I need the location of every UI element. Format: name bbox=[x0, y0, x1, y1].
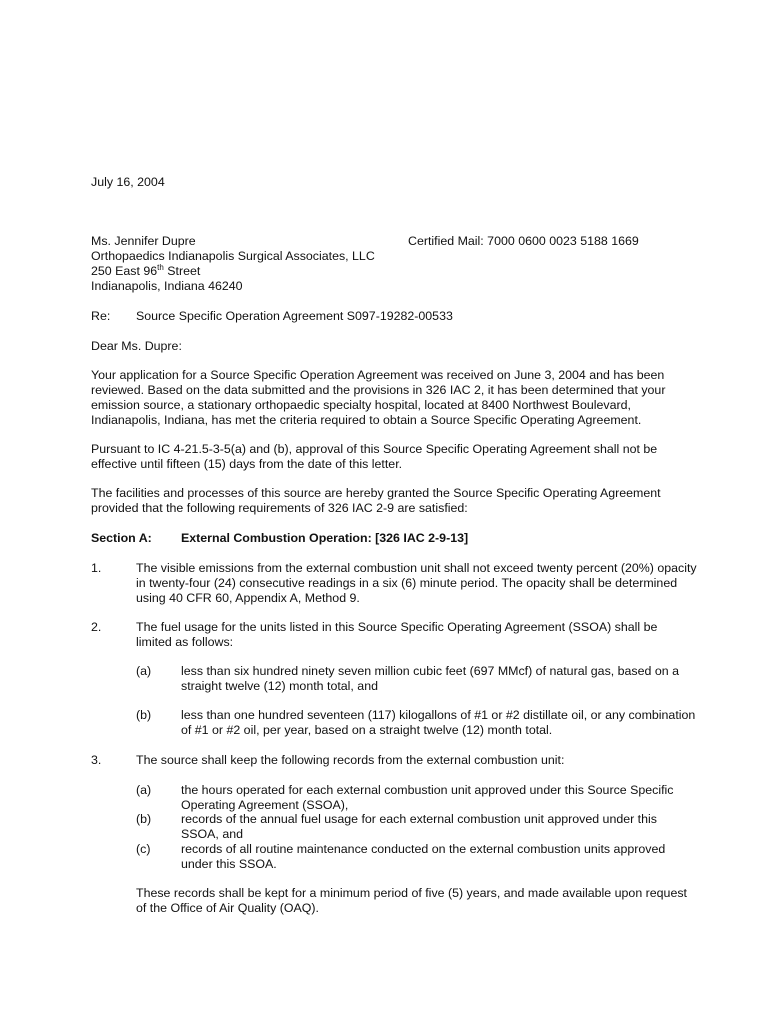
recipient-name: Ms. Jennifer Dupre bbox=[91, 234, 196, 248]
salutation: Dear Ms. Dupre: bbox=[91, 339, 182, 353]
paragraph-line: emission source, a stationary orthopaedic specialty hospital, located at 8400 Northwest Boulevard, bbox=[91, 398, 631, 412]
subitem-line: straight twelve (12) month total, and bbox=[181, 679, 378, 693]
paragraph-line: The facilities and processes of this source are hereby granted the Source Specific Operating Agreement bbox=[91, 486, 661, 500]
subitem-line: less than six hundred ninety seven million cubic feet (697 MMcf) of natural gas, based on a bbox=[181, 664, 679, 678]
subitem-label: (b) bbox=[136, 812, 152, 826]
item-line: limited as follows: bbox=[136, 635, 234, 649]
street-suffix: Street bbox=[163, 264, 201, 278]
item-line: The fuel usage for the units listed in this Source Specific Operating Agreement (SSOA) shall be bbox=[136, 620, 658, 634]
item-1-text bbox=[136, 561, 697, 606]
item-line: These records shall be kept for a minimum period of five (5) years, and made available upon request bbox=[136, 886, 687, 900]
item-number: 2. bbox=[91, 620, 102, 634]
subitem-line: under this SSOA. bbox=[181, 857, 277, 871]
subitem-label: (c) bbox=[136, 842, 151, 856]
paragraph-line: provided that the following requirements of 326 IAC 2-9 are satisfied: bbox=[91, 501, 468, 515]
paragraph-line: effective until fifteen (15) days from the date of this letter. bbox=[91, 457, 403, 471]
subitem-line: less than one hundred seventeen (117) kilogallons of #1 or #2 distillate oil, or any combination bbox=[181, 708, 696, 722]
subitem-line: Operating Agreement (SSOA), bbox=[181, 798, 349, 812]
item-2b-text bbox=[181, 708, 695, 738]
re-text: Source Specific Operation Agreement S097-19282-00533 bbox=[136, 309, 453, 323]
item-line: The visible emissions from the external combustion unit shall not exceed twenty percent (20%) opacity bbox=[136, 561, 697, 575]
paragraph-line: Your application for a Source Specific Operation Agreement was received on June 3, 2004 and has been bbox=[91, 368, 665, 382]
subitem-line: the hours operated for each external combustion unit approved under this Source Specific bbox=[181, 783, 674, 797]
paragraph-line: Pursuant to IC 4-21.5-3-5(a) and (b), approval of this Source Specific Operating Agreement shall not be bbox=[91, 442, 658, 456]
paragraph-3 bbox=[91, 486, 661, 516]
item-number: 3. bbox=[91, 753, 102, 767]
recipient-company: Orthopaedics Indianapolis Surgical Associates, LLC bbox=[91, 249, 375, 263]
subitem-label: (b) bbox=[136, 708, 152, 722]
subitem-line: SSOA, and bbox=[181, 827, 243, 841]
item-line: using 40 CFR 60, Appendix A, Method 9. bbox=[136, 591, 360, 605]
subitem-line: records of all routine maintenance conducted on the external combustion units approved bbox=[181, 842, 666, 856]
subitem-line: records of the annual fuel usage for each external combustion unit approved under this bbox=[181, 812, 657, 826]
section-title: External Combustion Operation: [326 IAC 2-9-13] bbox=[181, 531, 469, 545]
subitem-label: (a) bbox=[136, 664, 152, 678]
subitem-line: of #1 or #2 oil, per year, based on a straight twelve (12) month total. bbox=[181, 723, 553, 737]
street-prefix: 250 East 96 bbox=[91, 264, 158, 278]
item-2-text bbox=[136, 620, 657, 650]
subitem-label: (a) bbox=[136, 783, 152, 797]
paragraph-line: Indianapolis, Indiana, has met the criteria required to obtain a Source Specific Operating Agreement. bbox=[91, 413, 642, 427]
paragraph-line: reviewed. Based on the data submitted and the provisions in 326 IAC 2, it has been determined that your bbox=[91, 383, 666, 397]
recipient-city: Indianapolis, Indiana 46240 bbox=[91, 279, 243, 293]
item-line: of the Office of Air Quality (OAQ). bbox=[136, 901, 319, 915]
section-label: Section A: bbox=[91, 531, 152, 545]
item-3c-text bbox=[181, 842, 665, 872]
item-3-closing bbox=[136, 886, 687, 916]
item-line: The source shall keep the following records from the external combustion unit: bbox=[136, 753, 565, 767]
street-sup: th bbox=[157, 263, 164, 272]
item-2a-text bbox=[181, 664, 679, 694]
certified-mail: Certified Mail: 7000 0600 0023 5188 1669 bbox=[408, 234, 639, 248]
recipient-street bbox=[91, 264, 200, 279]
item-3-text bbox=[136, 753, 564, 768]
paragraph-2 bbox=[91, 442, 657, 472]
item-line: in twenty-four (24) consecutive readings in a six (6) minute period. The opacity shall be determined bbox=[136, 576, 678, 590]
item-3a-text bbox=[181, 783, 673, 813]
item-number: 1. bbox=[91, 561, 102, 575]
re-label: Re: bbox=[91, 309, 111, 323]
item-3b-text bbox=[181, 812, 657, 842]
letter-date: July 16, 2004 bbox=[91, 175, 165, 189]
paragraph-1 bbox=[91, 368, 665, 428]
